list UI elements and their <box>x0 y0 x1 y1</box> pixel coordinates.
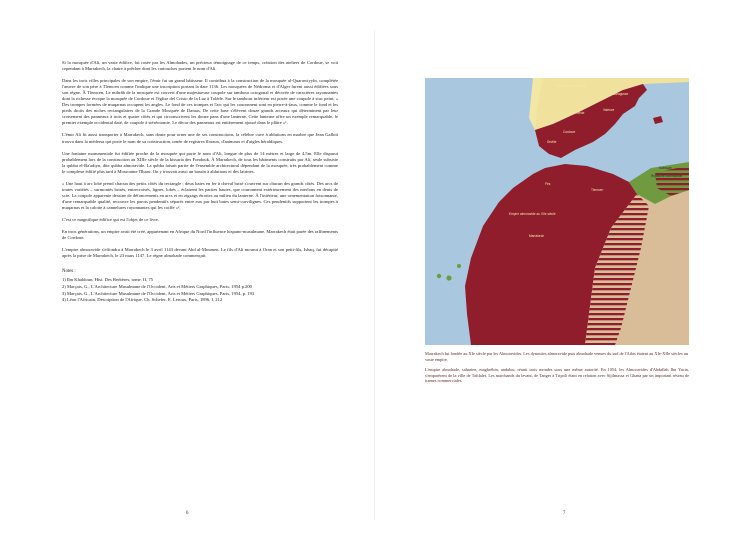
paragraph: C'est ce magnifique édifice qui est l'objet de ce livre. <box>62 216 160 222</box>
paragraph: Dans les trois villes principales de son empire, l'émir fut un grand bâtisseur. Il contribua à la construction de la mosquée al-Quarawiyyîn, complétée l'œuvre de son père à Tlemcen comme l'indique une inscription portant la date 1136. Les mosquées de Nédroma et d'Alger furent aussi édifiées sous son règne. À Tlemcen, Le mihrâb de la mosquée est couvert d'une majestueuse coupole sur tambour octogonal et décorée de caractères rayonnantes dont la richesse évoque la mosquée de Cordoue et l'église del Cristo de la Luz à Tolède. Sur le tambour inférieur est posée une coupole à stuc peint, « Des trompes formées de muqarnas occupent les angles. Le fond de ces trompes et l'arc qui les couronnent sont en pierre-à-faux, comme le fond et les pieds droits des niches rectangulaires de la Grande Mosquée de Damas. De cette base s'élèvent douze grands arceaux qui déterminent par leur croisement des panneaux à trois et quatre côtés et qui circonscrivent les douze pans d'une lanterne. Cette lanterne offre un exemple remarquable, le premier exemple occidental daté, de coupole à stéréotomie. Le décor des panneaux est entièrement ajouré dans le plâtre »¹. <box>62 78 338 126</box>
map-label: Marrakech <box>529 234 545 238</box>
map-label: Séville <box>547 140 557 144</box>
map-label: Saragosse <box>613 92 629 96</box>
note-item: 3) Marçais, G., L'Architecture Musulmane de l'Occident, Arts et Métiers Graphiques, Paris, 1954, p. 193 <box>62 290 255 296</box>
note-item: 1) Ibn Khaldoun, Hist. Des Berbères, tome. II, 75 <box>62 277 153 283</box>
note-item: 2) Marçais, G., L'Architecture Musulmane de l'Occident, Arts et Métiers Graphiques, Paris, 1954 p.200 <box>62 283 252 289</box>
paragraph: Une fontaine monumentale fut édifiée proche de la mosquée qui porte le nom d'Ali, longue de plus de 14 mètres et large de 4,5m. Elle disparut probablement lors de la construction au XIIIe siècle de la kissaria des Fondouk. À Marrakech, de tous les bâtiments construits par Ali, seule subsiste la qubba el-Ba'adiyn, dite qubba almoravide. La qubba faisait partie de l'ensemble architectural dépendant de la mosquée, très probablement comme le complexe édifié plus tard à Mossouine l'Ibaru. On y trouvait aussi un bassin à ablutions et des latrines. <box>62 150 338 174</box>
page-gutter <box>374 30 375 520</box>
paragraph: « Une haut à arc lobé prend chacun des petits côtés du rectangle ; deux baies en fer à cheval brisé s'ouvrent sur chacun des grands côtés. Des arcs de toutes variétés – surmontés brisés, entrecroisés, lignes, lobés – éclairent les parties hautes, que couronnent extérieurement des merlons en dents de scie. La coupole apparente dessine de défoncements en arcs et en zigzags étroites au milieu du lanterne. À l'intérieur, une ornementation foisonnante, d'une remarquable qualité, recouvre les parois pendentifs séparés entre eux par huit baies semi-curvilignes. Ces pendentifs supportent les trompes à muqarnas et la calotte à cannelures rayonnantes qui les coiffe »². <box>62 180 338 210</box>
notes-list <box>62 277 338 303</box>
page-number-left: 6 <box>186 511 189 516</box>
canary-island <box>437 274 441 278</box>
map-label: Kairouan <box>659 166 672 170</box>
map-caption: Marrakech fut fondée au XIe siècle par les Almoravides. Les dynasties almoravide puis almohade venues du sud de l'Atlas étaient au XIe-XIIe siècles un vaste empire. <box>425 351 689 362</box>
page-number-right: 7 <box>563 511 566 516</box>
map-label: Cordoue <box>563 130 576 134</box>
map-label: Tolède <box>575 111 585 115</box>
map-label: Royaume hammadide <box>651 174 683 178</box>
map-label: Tlemcen <box>591 188 604 192</box>
map-label: Valence <box>603 108 615 112</box>
historical-map <box>425 78 689 345</box>
map-label: Fès <box>545 182 551 186</box>
left-page-body <box>62 60 338 304</box>
map-graphic <box>425 78 689 345</box>
notes-heading: Notes : <box>62 269 76 275</box>
note-item: 4) Léon l'Africain, Description de l'Afrique, Ch. Schefer, E. Leroux, Paris, 1896, I, 212 <box>62 297 223 303</box>
right-page-paragraph: L'empire almohade, saharien, maghrébin, andalou, réunit trois mondes sous une même autorité. En 1054, les Almoravides d'Abdallah Ibn Yacin, s'emparèrent de la ville de Tafilalet. Les marchands du levant, de Tanger à Tripoli étant en relation avec Sijilmassa et Ghana par un important réseau de trames commerciales. <box>425 367 689 384</box>
paragraph: Si la mosquée d'Ali, un vaste édifice, fut rasée par les Almohades, un précieux témoignage de ce temps, création des ateliers de Cordoue, se voit cependant à Marrakech, la chaire à prêcher dont les cartouches portent le nom d'Ali. <box>62 60 338 72</box>
paragraph: L'empire almoravide s'effondra à Marrakech le 3 avril 1143 devant Abd al-Moumen. Le fils d'Ali mourut à Oran et son petit-fils, Ishaq, fut décapité après la prise de Marrakech, le 23 mars 1147. Le règne almohade commençait. <box>62 247 338 259</box>
map-label: Royaumes chrétiens <box>557 84 587 88</box>
map-label: Empire almoravide au XIIe siècle <box>509 212 556 216</box>
canary-island <box>457 264 461 268</box>
paragraph: En trois générations, un empire avait été créé, appartenant en Afrique du Nord l'influence hispano-musulmane. Marrakech était parée des raffinements de Cordoue. <box>62 229 339 241</box>
paragraph: L'émir Ali fit aussi transporter à Marrakech, sans doute pour orner une de ses constructions, la célèbre cuve à ablutions en marbre que Jean Galloti trouva dans la médersa qui porte le nom de sa construction, ornée de registres floraux, d'animaux et d'aigles héraldiques. <box>62 132 338 144</box>
canary-island <box>446 275 451 280</box>
